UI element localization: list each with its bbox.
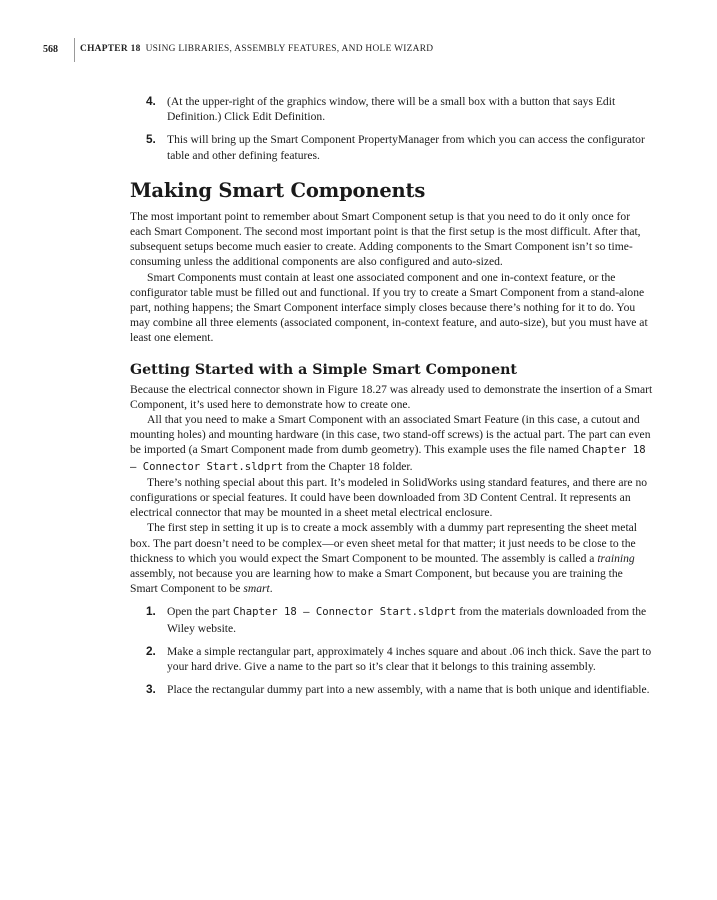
step-text (167, 605, 646, 634)
step-text: Place the rectangular dummy part into a new assembly, with a name that is both unique and identifiable. (167, 683, 650, 697)
chapter-title-text: USING LIBRARIES, ASSEMBLY FEATURES, AND HOLE WIZARD (145, 44, 434, 54)
step-number: 1. (146, 604, 156, 619)
paragraph: The most important point to remember about Smart Component setup is that you need to do it only once for each Smart Component. The second most important point is that the first setup is the most difficult. After that, subsequent setups become much easier to create. Adding components to the Smart Component isn’t so time-consuming unless the additional components are also configured and auto-sized. (130, 209, 641, 269)
code-filename: Chapter 18 – Connector Start.sldprt (130, 444, 646, 473)
paragraph: Because the electrical connector shown in Figure 18.27 was already used to demonstrate the insertion of a Smart Component, it’s used here to demonstrate how to create one. (130, 382, 653, 411)
chapter-label: CHAPTER 18 (80, 44, 141, 54)
list-item (130, 94, 653, 124)
page-number: 568 (43, 44, 58, 55)
running-header (0, 38, 717, 62)
step-number: 2. (146, 643, 156, 658)
paragraph-text: assembly, not because you are learning how to make a Smart Component, but because you are training the Smart Component to be (130, 567, 623, 596)
steps-list-bottom (130, 604, 653, 697)
section-heading: Making Smart Components (130, 178, 426, 202)
list-item (130, 132, 653, 162)
list-item (130, 604, 653, 635)
step-number: 4. (146, 94, 156, 108)
list-item (130, 644, 653, 674)
emphasis: smart (243, 582, 270, 596)
header-divider (74, 38, 75, 62)
step-text-part: from the materials downloaded from the Wiley website. (167, 605, 647, 635)
step-text: (At the upper-right of the graphics window, there will be a small box with a button that says Edit Definition.) Click Edit Definition. (167, 95, 616, 124)
paragraph (130, 520, 653, 596)
chapter-title (80, 44, 433, 54)
step-text: Make a simple rectangular part, approximately 4 inches square and about .06 inch thick. Save the part to your hard drive. Give a name to the part so it’s clear that it belongs to this training assembly. (167, 644, 652, 674)
paragraph-text: from the Chapter 18 folder. (283, 459, 413, 473)
page-body (130, 94, 653, 706)
step-number: 3. (146, 682, 156, 697)
step-number: 5. (146, 132, 156, 147)
subsection-heading: Getting Started with a Simple Smart Component (130, 361, 517, 378)
code-filename: Chapter 18 – Connector Start.sldprt (233, 606, 457, 619)
paragraph-text: The first step in setting it up is to create a mock assembly with a dummy part representing the sheet metal box. The part doesn’t need to be complex—or even sheet metal for that matter; it just needs to be close to the thickness to which you would expect the Smart Component to be mounted. The assembly is called a (130, 521, 638, 565)
steps-list-top (130, 94, 653, 163)
emphasis: training (597, 551, 635, 565)
paragraph (130, 412, 653, 475)
paragraph: There’s nothing special about this part. It’s modeled in SolidWorks using standard features, and there are no configurations or special features. It could have been downloaded from 3D Content Central. It represents an electrical connector that may be mounted in a sheet metal electrical enclosure. (130, 475, 648, 520)
step-text: This will bring up the Smart Component PropertyManager from which you can access the configurator table and other defining features. (167, 133, 645, 162)
paragraph-text: . (269, 582, 273, 596)
paragraph: Smart Components must contain at least one associated component and one in-context feature, or the configurator table must be filled out and functional. If you try to create a Smart Component from a stand-alone part, nothing happens; the Smart Component interface simply closes because there’s nothing for it to do. You may combine all three elements (associated component, in-context feature, and auto-size), but you must have at least one element. (130, 270, 648, 345)
step-text-part: Open the part (167, 605, 233, 619)
list-item (130, 682, 653, 697)
paragraph-text: All that you need to make a Smart Component with an associated Smart Feature (in this case, a cutout and mounting holes) and mounting hardware (in this case, two stand-off screws) is the actual part. The part can even be imported (a Smart Component made from dumb geometry). This example uses the file named (130, 413, 651, 457)
